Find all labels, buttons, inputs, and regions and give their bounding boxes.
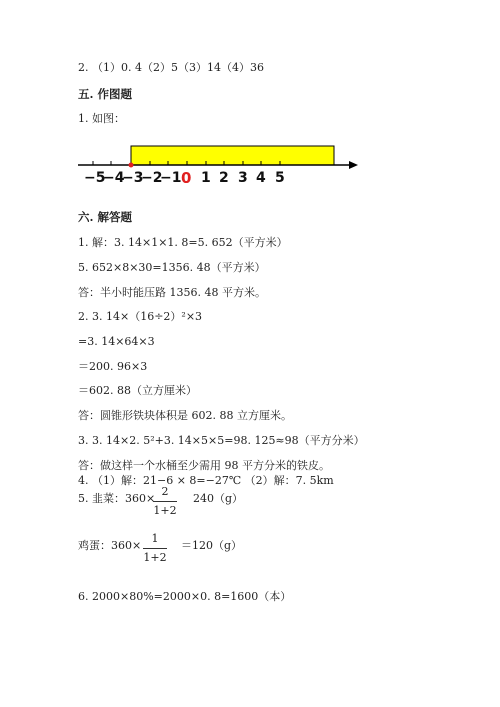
fraction-egg-denominator: 1+2 bbox=[143, 551, 167, 564]
label-1: 1 bbox=[201, 170, 211, 186]
solution-5-egg-prefix: 鸡蛋：360× bbox=[78, 539, 142, 552]
solution-1-answer: 答：半小时能压路 1356. 48 平方米。 bbox=[78, 286, 266, 299]
solution-1-line-1: 1. 解：3. 14×1×1. 8=5. 652（平方米） bbox=[78, 236, 288, 249]
solution-5-egg-suffix: ＝120（g） bbox=[181, 539, 243, 552]
solution-2-line-4: ＝602. 88（立方厘米） bbox=[78, 384, 197, 397]
fraction-leek bbox=[153, 485, 177, 518]
label-2: 2 bbox=[219, 170, 229, 186]
solution-2-answer: 答：圆锥形铁块体积是 602. 88 立方厘米。 bbox=[78, 409, 292, 422]
fraction-egg-numerator: 1 bbox=[151, 532, 159, 545]
solution-2-line-1: 2. 3. 14×（16÷2）²×3 bbox=[78, 310, 203, 323]
label-0: 0 bbox=[181, 169, 192, 187]
label-m1: −1 bbox=[160, 170, 182, 186]
solution-6: 6. 2000×80%=2000×0. 8=1600（本） bbox=[78, 590, 292, 603]
number-line-figure bbox=[70, 140, 370, 190]
label-3: 3 bbox=[238, 170, 248, 186]
solution-4: 4. （1）解：21−6 × 8=−27℃ （2）解：7. 5km bbox=[78, 474, 334, 487]
highlight-box bbox=[131, 146, 334, 165]
section-heading-solutions: 六. 解答题 bbox=[78, 210, 133, 224]
fraction-egg bbox=[143, 532, 167, 565]
start-point bbox=[129, 163, 134, 168]
fraction-egg-bar bbox=[143, 548, 167, 549]
solution-5-leek-suffix: 240（g） bbox=[193, 492, 244, 505]
solution-5-leek-prefix: 5. 韭菜：360× bbox=[78, 492, 156, 505]
arrow-head bbox=[349, 161, 358, 169]
solution-1-line-2: 5. 652×8×30=1356. 48（平方米） bbox=[78, 261, 266, 274]
answer-q2: 2. （1）0. 4（2）5（3）14（4）36 bbox=[78, 61, 264, 74]
solution-2-line-2: =3. 14×64×3 bbox=[78, 335, 155, 348]
label-4: 4 bbox=[256, 170, 266, 186]
label-m5: −5 bbox=[84, 170, 106, 186]
label-m2: −2 bbox=[141, 170, 163, 186]
drawing-q1-label: 1. 如图： bbox=[78, 112, 125, 125]
label-5: 5 bbox=[275, 170, 285, 186]
fraction-leek-numerator: 2 bbox=[161, 485, 169, 498]
solution-3-line-1: 3. 3. 14×2. 5²+3. 14×5×5=98. 125≈98（平方分米） bbox=[78, 434, 365, 447]
label-m3: −3 bbox=[122, 170, 144, 186]
number-line-svg bbox=[70, 140, 370, 172]
fraction-leek-bar bbox=[153, 501, 177, 502]
fraction-leek-denominator: 1+2 bbox=[153, 504, 177, 517]
solution-2-line-3: ＝200. 96×3 bbox=[78, 360, 148, 373]
section-heading-drawing: 五. 作图题 bbox=[78, 87, 133, 101]
solution-3-answer: 答：做这样一个水桶至少需用 98 平方分米的铁皮。 bbox=[78, 459, 330, 472]
label-m4: −4 bbox=[103, 170, 125, 186]
